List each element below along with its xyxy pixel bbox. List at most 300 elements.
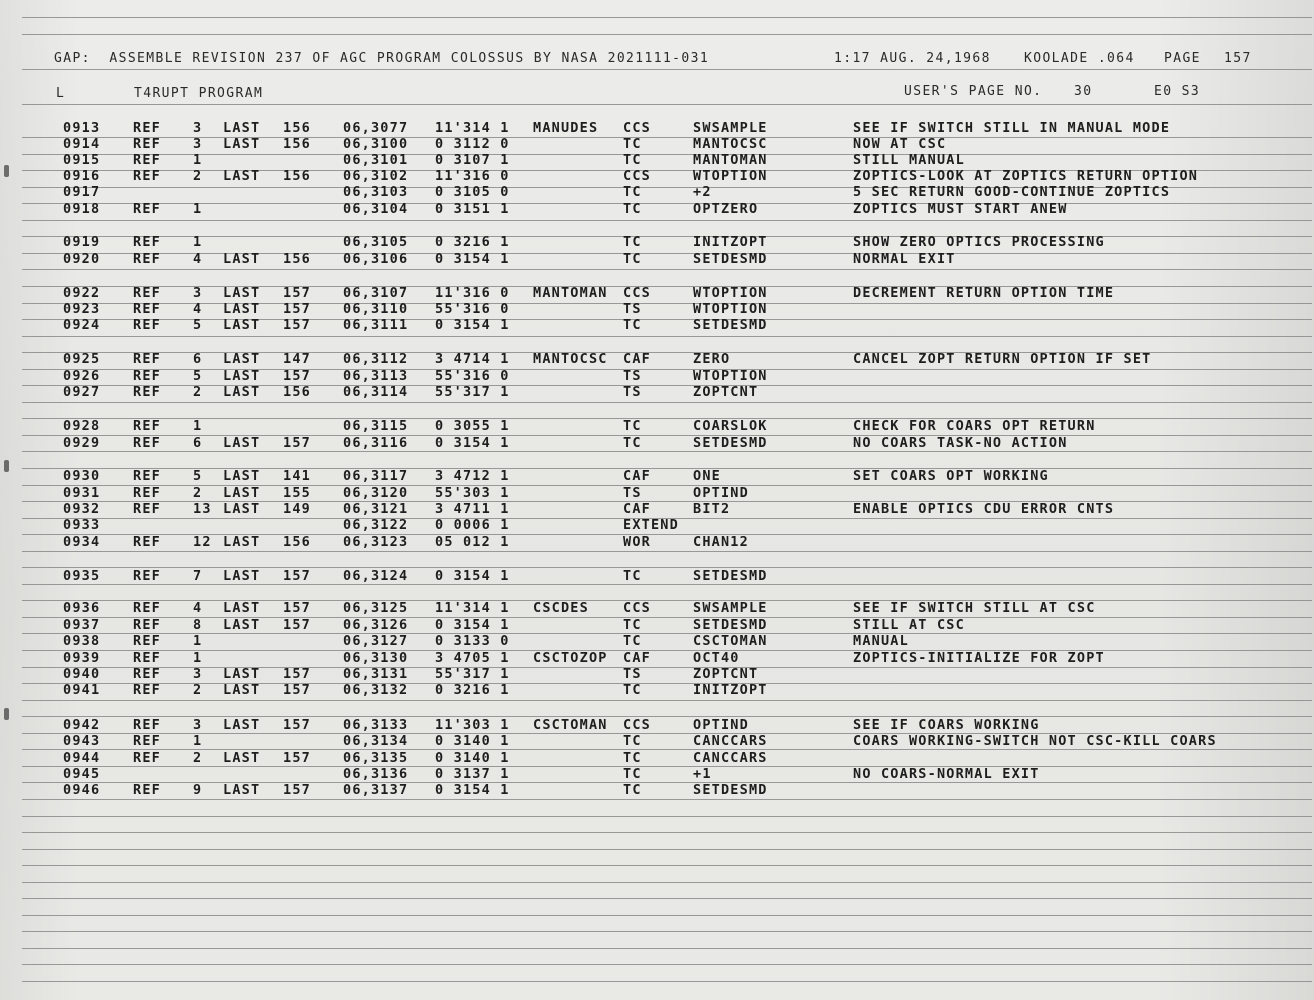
line-number: 0915 [63,152,101,168]
last-page: 157 [283,600,311,616]
header-timestamp: 1:17 AUG. 24,1968 [834,51,991,66]
header-info: KOOLADE .064 [1024,51,1135,66]
opcode: CCS [623,168,651,184]
line-number: 0927 [63,384,101,400]
ref-count: 1 [193,418,203,434]
ref-count: 4 [193,251,203,267]
ref-count: 2 [193,682,203,698]
last-page: 157 [283,750,311,766]
ref-count: 1 [193,633,203,649]
last-marker: LAST [223,717,261,733]
last-marker: LAST [223,368,261,384]
ref-count: 5 [193,468,203,484]
ruled-line [22,451,1312,452]
ruled-line [22,236,1312,237]
line-number: 0913 [63,120,101,136]
last-page: 157 [283,368,311,384]
ref-count: 1 [193,234,203,250]
ref-marker: REF [133,534,161,550]
ruled-line [22,865,1312,866]
machine-code: 0 3154 1 [435,251,510,267]
address: 06,3120 [343,485,409,501]
ruled-line [22,253,1312,254]
last-page: 155 [283,485,311,501]
ref-marker: REF [133,368,161,384]
ref-marker: REF [133,468,161,484]
ruled-line [22,716,1312,717]
address: 06,3104 [343,201,409,217]
last-page: 157 [283,435,311,451]
opcode: CAF [623,650,651,666]
ruled-line [22,915,1312,916]
machine-code: 55'303 1 [435,485,510,501]
ruled-line [22,369,1312,370]
symbol-label: CSCTOZOP [533,650,608,666]
line-number: 0941 [63,682,101,698]
opcode: TS [623,666,642,682]
address: 06,3135 [343,750,409,766]
ref-marker: REF [133,168,161,184]
ruled-line [22,683,1312,684]
last-marker: LAST [223,682,261,698]
opcode: TS [623,485,642,501]
tractor-hole [4,165,9,177]
last-page: 157 [283,682,311,698]
line-number: 0946 [63,782,101,798]
last-marker: LAST [223,285,261,301]
ref-marker: REF [133,568,161,584]
address: 06,3136 [343,766,409,782]
ref-marker: REF [133,600,161,616]
symbol-label: MANTOMAN [533,285,608,301]
ruled-line [22,650,1312,651]
ruled-line [22,882,1312,883]
operand: WTOPTION [693,285,768,301]
ref-marker: REF [133,136,161,152]
last-marker: LAST [223,600,261,616]
line-number: 0934 [63,534,101,550]
address: 06,3132 [343,682,409,698]
ref-marker: REF [133,301,161,317]
ruled-line [22,667,1312,668]
ruled-line [22,319,1312,320]
last-page: 157 [283,285,311,301]
comment: ZOPTICS-LOOK AT ZOPTICS RETURN OPTION [853,168,1199,184]
ref-marker: REF [133,120,161,136]
symbol-label: CSCDES [533,600,589,616]
line-number: 0929 [63,435,101,451]
ruled-line [22,286,1312,287]
machine-code: 11'316 0 [435,168,510,184]
ruled-line [22,501,1312,502]
ruled-line [22,931,1312,932]
opcode: TC [623,152,642,168]
address: 06,3106 [343,251,409,267]
operand: +1 [693,766,712,782]
last-marker: LAST [223,301,261,317]
last-marker: LAST [223,317,261,333]
line-number: 0931 [63,485,101,501]
last-marker: LAST [223,351,261,367]
operand: WTOPTION [693,368,768,384]
ref-count: 2 [193,384,203,400]
operand: SETDESMD [693,435,768,451]
eo-label: E0 S3 [1154,84,1201,99]
last-marker: LAST [223,666,261,682]
opcode: TC [623,750,642,766]
operand: +2 [693,184,712,200]
ruled-line [22,104,1312,105]
last-page: 156 [283,120,311,136]
ref-count: 12 [193,534,212,550]
operand: SETDESMD [693,617,768,633]
ref-count: 7 [193,568,203,584]
header-page-label: PAGE [1164,51,1201,66]
ref-marker: REF [133,234,161,250]
ruled-line [22,551,1312,552]
ruled-line [22,402,1312,403]
last-marker: LAST [223,251,261,267]
opcode: TC [623,317,642,333]
ref-marker: REF [133,384,161,400]
opcode: TS [623,384,642,400]
comment: 5 SEC RETURN GOOD-CONTINUE ZOPTICS [853,184,1171,200]
opcode: TS [623,301,642,317]
machine-code: 0 3140 1 [435,750,510,766]
address: 06,3123 [343,534,409,550]
address: 06,3116 [343,435,409,451]
comment: MANUAL [853,633,909,649]
opcode: CCS [623,717,651,733]
machine-code: 0 3055 1 [435,418,510,434]
operand: WTOPTION [693,301,768,317]
ref-count: 3 [193,285,203,301]
opcode: TC [623,617,642,633]
ruled-line [22,154,1312,155]
opcode: TC [623,251,642,267]
opcode: TC [623,782,642,798]
operand: SWSAMPLE [693,600,768,616]
comment: ZOPTICS MUST START ANEW [853,201,1068,217]
operand: CHAN12 [693,534,749,550]
last-marker: LAST [223,568,261,584]
machine-code: 11'314 1 [435,120,510,136]
address: 06,3113 [343,368,409,384]
ruled-line [22,816,1312,817]
ruled-line [22,898,1312,899]
machine-code: 0 3154 1 [435,317,510,333]
ref-count: 1 [193,650,203,666]
comment: NOW AT CSC [853,136,947,152]
ruled-line [22,964,1312,965]
address: 06,3127 [343,633,409,649]
last-page: 156 [283,168,311,184]
ref-count: 9 [193,782,203,798]
last-page: 141 [283,468,311,484]
address: 06,3103 [343,184,409,200]
operand: MANTOCSC [693,136,768,152]
ref-marker: REF [133,251,161,267]
ref-marker: REF [133,317,161,333]
ruled-line [22,17,1312,18]
comment: SEE IF SWITCH STILL AT CSC [853,600,1096,616]
symbol-label: CSCTOMAN [533,717,608,733]
comment: CHECK FOR COARS OPT RETURN [853,418,1096,434]
ref-marker: REF [133,501,161,517]
last-marker: LAST [223,534,261,550]
address: 06,3107 [343,285,409,301]
operand: CANCCARS [693,733,768,749]
opcode: TC [623,568,642,584]
ruled-line [22,766,1312,767]
comment: DECREMENT RETURN OPTION TIME [853,285,1115,301]
operand: SETDESMD [693,568,768,584]
ref-count: 1 [193,201,203,217]
address: 06,3124 [343,568,409,584]
opcode: TC [623,766,642,782]
ruled-line [22,435,1312,436]
last-page: 156 [283,384,311,400]
line-number: 0916 [63,168,101,184]
line-number: 0944 [63,750,101,766]
ref-count: 6 [193,351,203,367]
machine-code: 0 3154 1 [435,617,510,633]
ref-marker: REF [133,717,161,733]
ref-marker: REF [133,633,161,649]
ref-count: 1 [193,152,203,168]
ref-marker: REF [133,666,161,682]
address: 06,3105 [343,234,409,250]
opcode: TC [623,201,642,217]
line-number: 0922 [63,285,101,301]
last-marker: LAST [223,435,261,451]
machine-code: 0 3105 0 [435,184,510,200]
address: 06,3112 [343,351,409,367]
operand: OPTIND [693,717,749,733]
line-number: 0945 [63,766,101,782]
ref-count: 8 [193,617,203,633]
last-page: 157 [283,782,311,798]
address: 06,3101 [343,152,409,168]
machine-code: 3 4712 1 [435,468,510,484]
opcode: TC [623,633,642,649]
line-number: 0917 [63,184,101,200]
address: 06,3134 [343,733,409,749]
ref-count: 3 [193,120,203,136]
comment: NORMAL EXIT [853,251,956,267]
operand: ZOPTCNT [693,384,759,400]
last-marker: LAST [223,136,261,152]
opcode: CAF [623,468,651,484]
ruled-line [22,799,1312,800]
line-number: 0936 [63,600,101,616]
operand: SETDESMD [693,782,768,798]
comment: ZOPTICS-INITIALIZE FOR ZOPT [853,650,1105,666]
ruled-line [22,832,1312,833]
subheader-type: L [56,86,66,101]
machine-code: 0 3154 1 [435,568,510,584]
last-page: 147 [283,351,311,367]
ruled-line [22,617,1312,618]
last-marker: LAST [223,120,261,136]
last-page: 157 [283,717,311,733]
operand: COARSLOK [693,418,768,434]
ref-count: 3 [193,717,203,733]
line-number: 0926 [63,368,101,384]
ref-marker: REF [133,485,161,501]
comment: NO COARS-NORMAL EXIT [853,766,1040,782]
ref-count: 4 [193,301,203,317]
ruled-line [22,567,1312,568]
ref-count: 5 [193,317,203,333]
ref-marker: REF [133,418,161,434]
last-marker: LAST [223,384,261,400]
operand: SETDESMD [693,317,768,333]
machine-code: 05 012 1 [435,534,510,550]
opcode: TC [623,418,642,434]
symbol-label: MANUDES [533,120,599,136]
ruled-line [22,534,1312,535]
comment: SET COARS OPT WORKING [853,468,1049,484]
ruled-line [22,849,1312,850]
last-page: 157 [283,666,311,682]
operand: INITZOPT [693,234,768,250]
machine-code: 0 3137 1 [435,766,510,782]
tractor-hole [4,708,9,720]
line-number: 0919 [63,234,101,250]
line-number: 0935 [63,568,101,584]
users-page-number: 30 [1074,84,1093,99]
symbol-label: MANTOCSC [533,351,608,367]
comment: CANCEL ZOPT RETURN OPTION IF SET [853,351,1152,367]
operand: ZERO [693,351,731,367]
comment: SEE IF SWITCH STILL IN MANUAL MODE [853,120,1171,136]
last-page: 156 [283,251,311,267]
line-number: 0928 [63,418,101,434]
ref-marker: REF [133,152,161,168]
subheader-program: T4RUPT PROGRAM [134,86,264,101]
machine-code: 55'316 0 [435,301,510,317]
last-page: 157 [283,568,311,584]
ref-marker: REF [133,750,161,766]
line-number: 0920 [63,251,101,267]
address: 06,3077 [343,120,409,136]
users-page-label: USER'S PAGE NO. [904,84,1043,99]
machine-code: 0 3154 1 [435,782,510,798]
address: 06,3131 [343,666,409,682]
operand: SWSAMPLE [693,120,768,136]
ref-marker: REF [133,285,161,301]
line-number: 0940 [63,666,101,682]
ruled-line [22,220,1312,221]
address: 06,3110 [343,301,409,317]
address: 06,3122 [343,517,409,533]
ruled-line [22,69,1312,70]
ref-count: 3 [193,136,203,152]
ref-count: 5 [193,368,203,384]
last-marker: LAST [223,782,261,798]
line-number: 0942 [63,717,101,733]
opcode: TC [623,682,642,698]
last-marker: LAST [223,168,261,184]
machine-code: 0 3151 1 [435,201,510,217]
opcode: CCS [623,120,651,136]
machine-code: 55'317 1 [435,384,510,400]
operand: INITZOPT [693,682,768,698]
ruled-line [22,385,1312,386]
ruled-line [22,418,1312,419]
operand: CSCTOMAN [693,633,768,649]
ref-count: 4 [193,600,203,616]
last-marker: LAST [223,750,261,766]
machine-code: 11'316 0 [435,285,510,301]
header-page-number: 157 [1224,51,1252,66]
opcode: CCS [623,600,651,616]
opcode: TS [623,368,642,384]
opcode: EXTEND [623,517,679,533]
line-number: 0937 [63,617,101,633]
address: 06,3100 [343,136,409,152]
ref-count: 6 [193,435,203,451]
operand: OPTZERO [693,201,759,217]
ruled-line [22,303,1312,304]
ruled-line [22,782,1312,783]
last-page: 157 [283,301,311,317]
ruled-line [22,749,1312,750]
ruled-line [22,269,1312,270]
machine-code: 0 3133 0 [435,633,510,649]
ruled-line [22,700,1312,701]
line-number: 0943 [63,733,101,749]
address: 06,3111 [343,317,409,333]
operand: MANTOMAN [693,152,768,168]
ref-marker: REF [133,201,161,217]
operand: ONE [693,468,721,484]
line-number: 0930 [63,468,101,484]
last-page: 157 [283,317,311,333]
ruled-line [22,468,1312,469]
operand: OCT40 [693,650,740,666]
ruled-line [22,584,1312,585]
opcode: CAF [623,501,651,517]
machine-code: 3 4711 1 [435,501,510,517]
comment: SHOW ZERO OPTICS PROCESSING [853,234,1105,250]
ruled-line [22,34,1312,35]
machine-code: 0 3216 1 [435,682,510,698]
comment: STILL AT CSC [853,617,965,633]
operand: OPTIND [693,485,749,501]
opcode: TC [623,234,642,250]
line-number: 0938 [63,633,101,649]
opcode: CAF [623,351,651,367]
address: 06,3126 [343,617,409,633]
machine-code: 11'314 1 [435,600,510,616]
operand: CANCCARS [693,750,768,766]
header-title: GAP: ASSEMBLE REVISION 237 OF AGC PROGRAM COLOSSUS BY NASA 2021111-031 [54,51,710,66]
line-number: 0914 [63,136,101,152]
opcode: TC [623,184,642,200]
machine-code: 0 3107 1 [435,152,510,168]
machine-code: 0 0006 1 [435,517,510,533]
address: 06,3115 [343,418,409,434]
last-page: 149 [283,501,311,517]
line-number: 0925 [63,351,101,367]
last-page: 156 [283,136,311,152]
line-number: 0939 [63,650,101,666]
address: 06,3117 [343,468,409,484]
ref-marker: REF [133,682,161,698]
line-number: 0918 [63,201,101,217]
